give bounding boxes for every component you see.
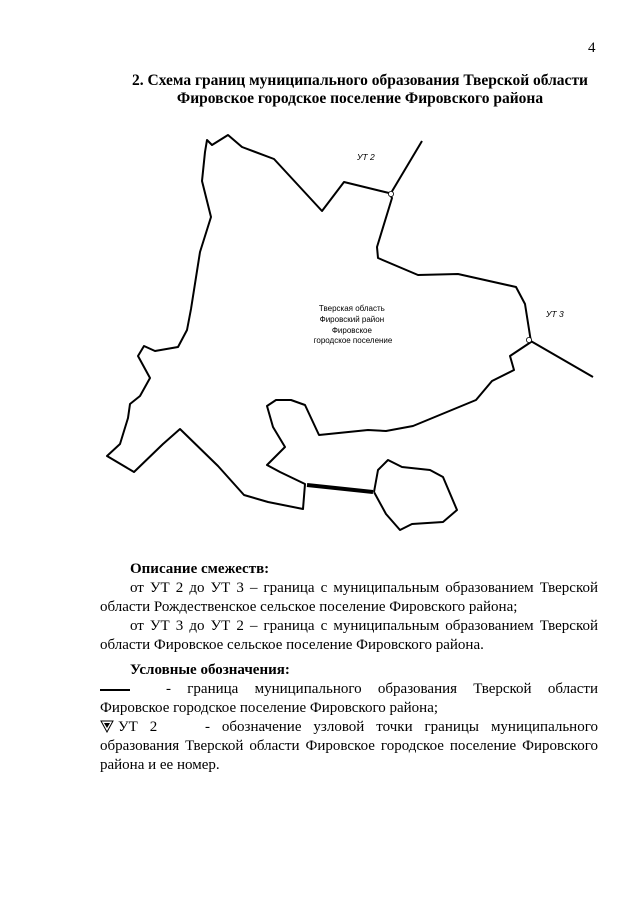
- legend-item-boundary: [100, 680, 598, 718]
- area-label-line-4: городское поселение: [313, 336, 393, 345]
- boundary-line-symbol: [100, 689, 130, 691]
- adjacency-paragraph-1: от УТ 2 до УТ 3 – граница с муниципальным образованием Тверской области Рождественское сельское поселение Фировского района;: [100, 580, 598, 615]
- adjacency-paragraph-2: от УТ 3 до УТ 2 – граница с муниципальным образованием Тверской области Фировское сельское поселение Фировского района.: [100, 618, 598, 653]
- ut3-ray: [529, 340, 593, 377]
- legend-heading: Условные обозначения:: [130, 662, 290, 678]
- title-line-2: Фировское городское поселение Фировского района: [176, 90, 544, 107]
- area-label-line-3: Фировское: [331, 326, 372, 335]
- node-marker-ut3: [526, 337, 531, 342]
- legend-node-label: УТ 2: [118, 719, 158, 735]
- area-label: [314, 304, 393, 345]
- ut2-ray: [391, 141, 422, 193]
- node-label-ut3: УТ 3: [546, 309, 564, 319]
- detached-boundary: [374, 460, 457, 530]
- area-label-line-1: Тверская область: [318, 304, 385, 313]
- adjacency-heading: Описание смежеств:: [130, 561, 270, 577]
- node-marker-ut2: [388, 191, 393, 196]
- page-number: 4: [588, 40, 596, 56]
- legend-boundary-text: - граница муниципального образования Тверской области Фировское городское поселение Фировского района;: [100, 681, 598, 716]
- legend-item-node: [100, 718, 598, 775]
- node-label-ut2: УТ 2: [357, 152, 375, 162]
- title-line-1: 2. Схема границ муниципального образования Тверской области: [132, 72, 588, 89]
- legend-node-text: - обозначение узловой точки границы муниципального образования Тверской области Фировское городское поселение Фировского района и ее номер.: [100, 719, 598, 773]
- connector-line: [307, 485, 373, 492]
- legend-section: [100, 661, 598, 775]
- adjacency-section: [100, 560, 598, 655]
- area-label-line-2: Фировский район: [319, 315, 385, 324]
- node-triangle-icon: [100, 719, 114, 733]
